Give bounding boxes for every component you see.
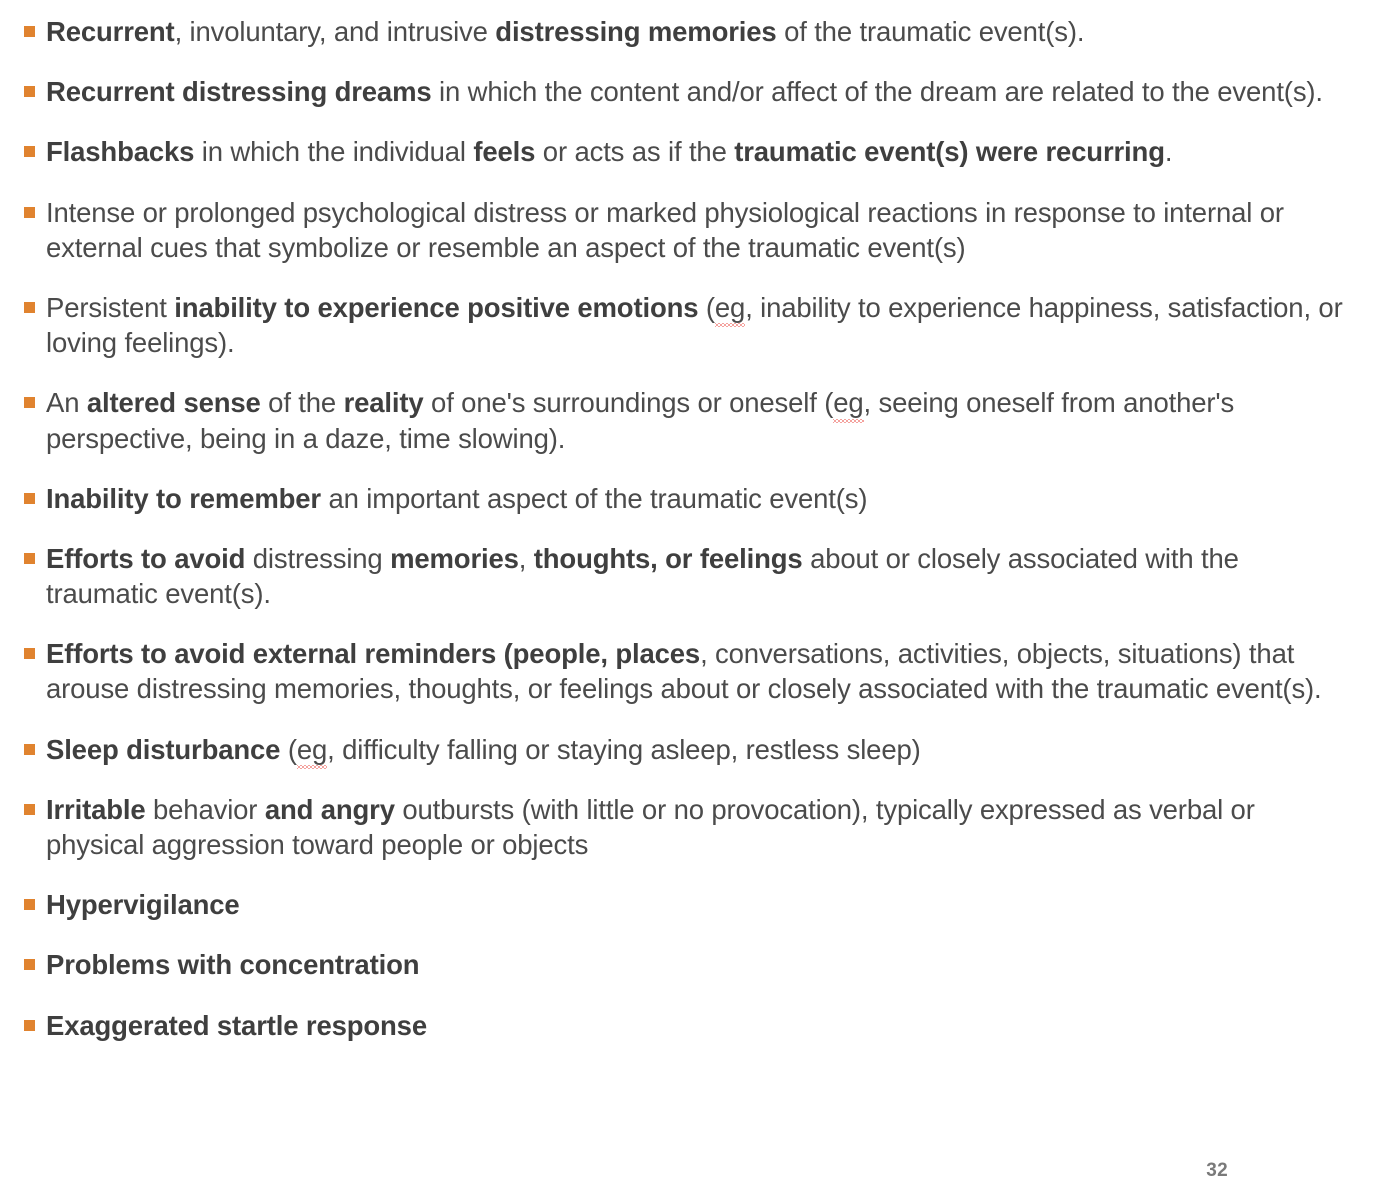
page-number: 32 [1206,1160,1228,1181]
text-segment: in which the individual [194,136,474,168]
text-segment: , seeing oneself from another's perspective, being in a daze, time slowing). [46,387,1235,454]
bullet-item-inability-to-remember [18,481,1348,516]
text-segment: ( [280,733,297,765]
bullet-item-problems-with-concentration [18,947,1348,982]
bold-text-segment: Exaggerated startle response [46,1009,427,1041]
square-bullet-icon [24,302,35,313]
square-bullet-icon [24,146,35,157]
bold-text-segment: Recurrent distressing dreams [46,76,432,108]
bold-text-segment: memories [390,542,519,574]
text-segment: or acts as if the [535,136,735,168]
square-bullet-icon [24,648,35,659]
bullet-text [46,134,1348,169]
text-segment: , inability to experience happiness, satisfaction, or loving feelings). [46,291,1343,359]
bold-text-segment: Efforts to avoid [46,542,246,574]
bullet-text [46,14,1348,49]
square-bullet-icon [24,397,35,408]
bold-text-segment: Problems with concentration [46,949,420,981]
spellcheck-underlined-text: eg [297,732,327,767]
text-segment: . [1164,136,1173,168]
text-segment: Intense or prolonged psychological distress or marked physiological reactions in response to internal or external cues that symbolize or resemble an aspect of the traumatic event(s) [46,196,1284,263]
text-segment: , difficulty falling or staying asleep, restless sleep) [327,733,921,765]
square-bullet-icon [24,553,35,564]
text-segment: of the traumatic event(s). [776,16,1085,47]
text-segment: outbursts (with little or no provocation), typically expressed as verbal or physical aggression toward people or objects [46,793,1255,860]
bold-text-segment: Efforts to avoid external reminders (people, places [46,638,701,670]
bullet-item-exaggerated-startle-response [18,1008,1348,1043]
bullet-item-recurrent-distressing-dreams [18,74,1348,109]
bold-text-segment: altered sense [86,387,261,419]
bold-text-segment: Irritable [46,793,146,825]
text-segment: an important aspect of the traumatic event(s) [320,482,868,514]
bullet-text [46,541,1348,611]
square-bullet-icon [24,207,35,218]
bullet-item-irritable-behavior [18,792,1348,862]
bold-text-segment: distressing memories [495,16,777,47]
bullet-item-altered-sense-of-reality [18,385,1348,455]
bullet-text [46,732,1348,767]
bullet-item-efforts-to-avoid-memories [18,541,1348,611]
text-segment: about or closely associated with the traumatic event(s). [46,542,1239,610]
square-bullet-icon [24,899,35,910]
text-segment: of one's surroundings or oneself ( [423,387,834,419]
bold-text-segment: and angry [264,793,395,825]
square-bullet-icon [24,744,35,755]
bullet-item-sleep-disturbance [18,732,1348,767]
bullet-text [46,792,1348,862]
text-segment: in which the content and/or affect of the dream are related to the event(s). [431,76,1323,108]
square-bullet-icon [24,26,35,37]
bullet-text [46,887,1348,922]
symptom-bullet-list [18,14,1348,1043]
spellcheck-underlined-text: eg [715,290,745,325]
square-bullet-icon [24,493,35,504]
bullet-text [46,947,1348,982]
bold-text-segment: Recurrent [46,16,175,47]
bold-text-segment: thoughts, or feelings [533,542,803,574]
bold-text-segment: inability to experience positive emotions [174,291,699,323]
bullet-text [46,636,1348,706]
bullet-text [46,290,1348,360]
text-segment: of the [260,387,344,419]
bold-text-segment: Sleep disturbance [46,733,281,765]
bullet-text [46,74,1348,109]
text-segment: , [518,542,534,574]
square-bullet-icon [24,804,35,815]
bold-text-segment: Flashbacks [46,136,195,168]
bullet-item-hypervigilance [18,887,1348,922]
bullet-item-inability-positive-emotions [18,290,1348,360]
square-bullet-icon [24,1020,35,1031]
square-bullet-icon [24,959,35,970]
spellcheck-underlined-text: eg [833,385,863,420]
text-segment: , conversations, activities, objects, situations) that arouse distressing memories, thoughts, or feelings about or closely associated with the traumatic event(s). [46,638,1322,705]
bullet-text [46,1008,1348,1043]
bullet-item-flashbacks [18,134,1348,169]
bullet-item-efforts-to-avoid-external-reminders [18,636,1348,706]
square-bullet-icon [24,86,35,97]
text-segment: behavior [145,793,265,825]
bold-text-segment: Hypervigilance [46,889,240,921]
text-segment: Persistent [46,291,175,323]
text-segment: ( [698,291,715,323]
bold-text-segment: Inability to remember [46,482,321,514]
bullet-item-recurrent-intrusive-memories [18,14,1348,49]
bold-text-segment: traumatic event(s) were recurring [734,136,1165,168]
text-segment: distressing [245,542,391,574]
bullet-text [46,481,1348,516]
text-segment: An [46,387,87,419]
text-segment: , involuntary, and intrusive [174,16,496,47]
bullet-text [46,385,1348,455]
bold-text-segment: reality [343,387,424,419]
bold-text-segment: feels [473,136,536,168]
bullet-text [46,195,1348,265]
bullet-item-intense-prolonged-distress [18,195,1348,265]
